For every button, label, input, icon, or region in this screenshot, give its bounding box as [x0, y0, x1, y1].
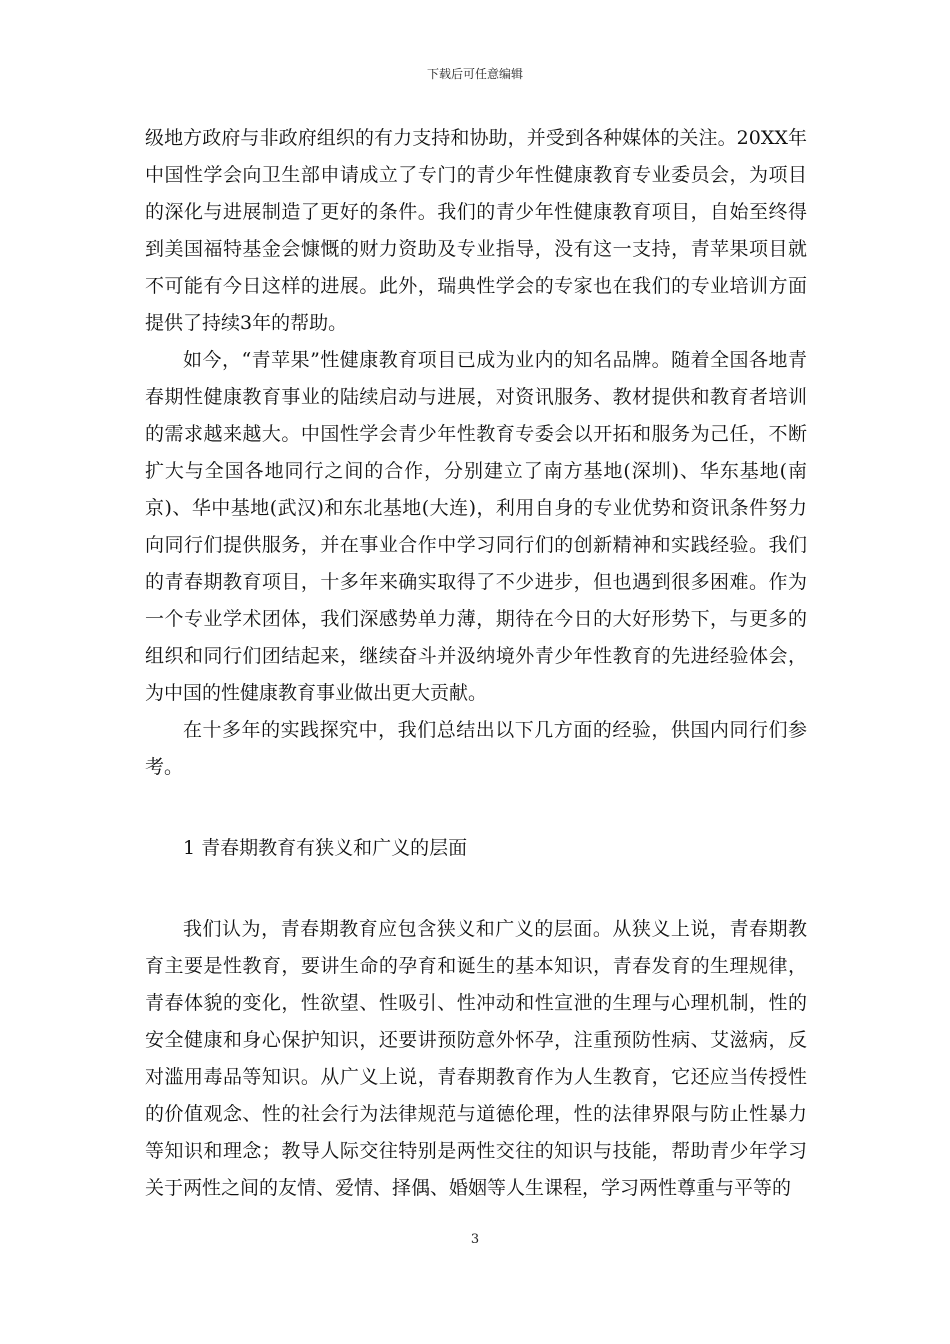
paragraph-summary: 在十多年的实践探究中，我们总结出以下几方面的经验，供国内同行们参考。	[145, 719, 807, 778]
page-header: 下载后可任意编辑	[426, 67, 523, 81]
page-number: 3	[470, 1232, 480, 1247]
paragraph-definition: 我们认为，青春期教育应包含狭义和广义的层面。从狭义上说，青春期教育主要是性教育，要讲生命的孕育和诞生的基本知识，青春发育的生理规律，青春体貌的变化，性欲望、性吸引、性冲动和性宣泄的生理与心理机制，性的安全健康和身心保护知识，还要讲预防意外怀孕，注重预防性病、艾滋病，反对滥用毒品等知识。从广义上说，青春期教育作为人生教育，它还应当传授性的价值观念、性的社会行为法律规范与道德伦理，性的法律界限与防止性暴力等知识和理念；教导人际交往特别是两性交往的知识与技能，帮助青少年学习关于两性之间的友情、爱情、择偶、婚姻等人生课程，学习两性尊重与平等的	[145, 918, 807, 1199]
document-body	[145, 120, 807, 1207]
paragraph-brand: 如今，“青苹果”性健康教育项目已成为业内的知名品牌。随着全国各地青春期性健康教育事业的陆续启动与进展，对资讯服务、教材提供和教育者培训的需求越来越大。中国性学会青少年性教育专委会以开拓和服务为己任，不断扩大与全国各地同行之间的合作，分别建立了南方基地(深圳)、华东基地(南京)、华中基地(武汉)和东北基地(大连)，利用自身的专业优势和资讯条件努力向同行们提供服务，并在事业合作中学习同行们的创新精神和实践经验。我们的青春期教育项目，十多年来确实取得了不少进步，但也遇到很多困难。作为一个专业学术团体，我们深感势单力薄，期待在今日的大好形势下，与更多的组织和同行们团结起来，继续奋斗并汲纳境外青少年性教育的先进经验体会，为中国的性健康教育事业做出更大贡献。	[145, 349, 807, 704]
paragraph-continued: 级地方政府与非政府组织的有力支持和协助，并受到各种媒体的关注。20XX年中国性学会向卫生部申请成立了专门的青少年性健康教育专业委员会，为项目的深化与进展制造了更好的条件。我们的青少年性健康教育项目，自始至终得到美国福特基金会慷慨的财力资助及专业指导，没有这一支持，青苹果项目就不可能有今日这样的进展。此外，瑞典性学会的专家也在我们的专业培训方面提供了持续3年的帮助。	[145, 127, 807, 334]
section-heading: 1 青春期教育有狭义和广义的层面	[183, 837, 468, 859]
